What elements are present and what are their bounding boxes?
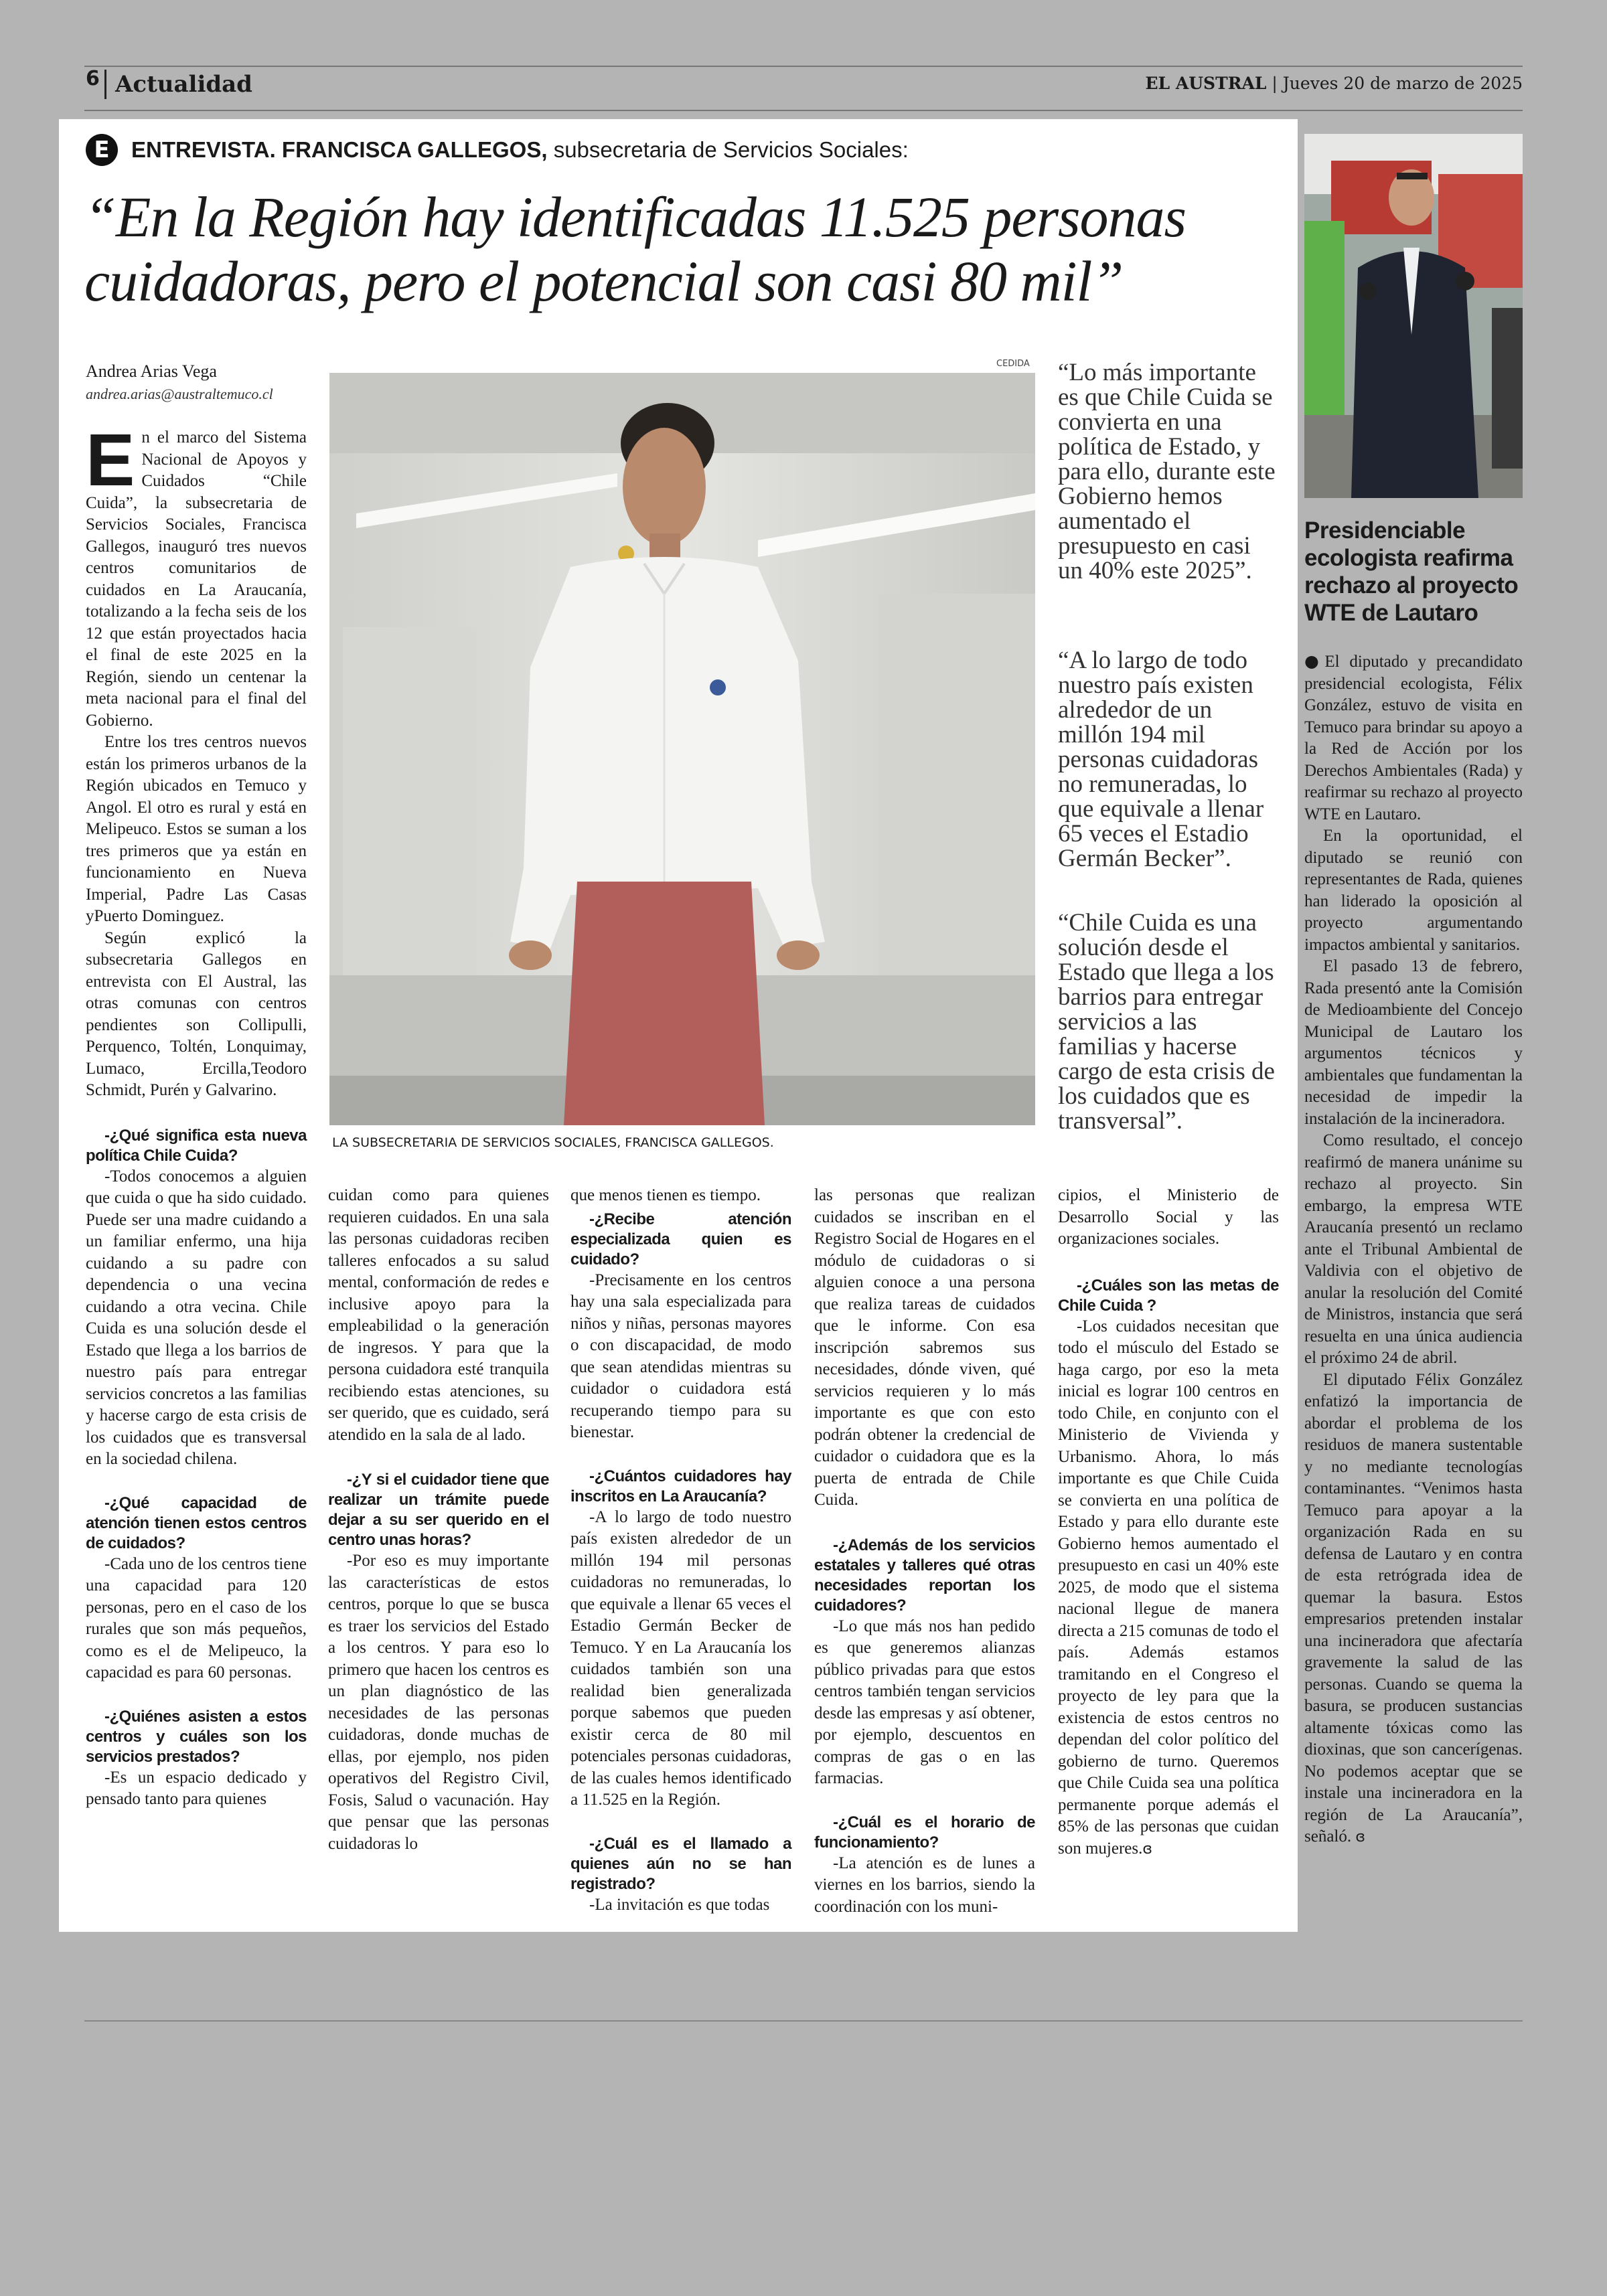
answer: -Por eso es muy importante las características de estos centros, porque lo que se busca es traer los servicios del Estado a los centros. Y para eso lo primero que hacen los centros es un plan diagnóstico de las necesidades de las personas cuidadoras, donde muchas de ellas, por ejemplo, nos piden operativos del Registro Civil, Fosis, Salud o vacunación. Hay que pensar que las personas cuidadoras lo — [328, 1552, 549, 1853]
sidebar-paragraph: El diputado Félix González enfatizó la importancia de abordar el problema de los residuos de manera sustentable y no mediante tecnologías contaminantes. “Venimos hasta Temuco para apoyar a la organización Rada en su defensa de Lautaro y en contra de esta retrógrada idea de quemar la basura. Estos empresarios pretenden instalar una incineradora que afectaría gravemente la salud de las personas. Cuando se quema la basura, se producen sustancias altamente tóxicas como las dioxinas, que son cancerígenas. No podemos aceptar que se instale una incineradora en la región de La Araucanía”, señaló. ɞ — [1304, 1370, 1523, 1846]
sidebar-body — [1304, 651, 1523, 1849]
header-dateline: EL AUSTRAL | Jueves 20 de marzo de 2025 — [1145, 74, 1523, 93]
pull-quote-2: “A lo largo de todo nuestro país existen alrededor de un millón 194 mil personas cuidadoras no remuneradas, lo que equivale a llenar 65 veces el Estadio Germán Becker”. — [1058, 647, 1264, 872]
sidebar-photo — [1304, 134, 1523, 498]
answer: -Precisamente en los centros hay una sala especializada para niños y niñas, personas mayores o con discapacidad, de modo que sean atendidas mientras su cuidador o cuidadora está recuperando tiempo para su bienestar. — [570, 1270, 791, 1441]
top-rule — [84, 66, 1523, 67]
question: -¿Cuántos cuidadores hay inscritos en La Araucanía? — [570, 1467, 791, 1505]
question: -¿Cuál es el llamado a quienes aún no se han registrado? — [570, 1834, 791, 1893]
article-column-4 — [814, 1185, 1035, 1918]
author-email: andrea.arias@australtemuco.cl — [86, 386, 273, 402]
question: -¿Y si el cuidador tiene que realizar un trámite puede dejar a su ser querido en el centro unas horas? — [328, 1471, 549, 1549]
question: -¿Cuáles son las metas de Chile Cuida ? — [1058, 1276, 1279, 1315]
question: -¿Qué capacidad de atención tienen estos centros de cuidados? — [86, 1493, 307, 1552]
headline-line-2: cuidadoras, pero el potencial son casi 80 mil” — [84, 249, 1124, 313]
headline-line-1: “En la Región hay identificadas 11.525 personas — [84, 185, 1186, 249]
sidebar-paragraph: Como resultado, el concejo reafirmó de manera unánime su rechazo al proyecto. Sin embargo, la empresa WTE Araucanía presentó un reclamo ante el Tribunal Ambiental de Valdivia con el objetivo de anular la resolución del Comité de Ministros, instancia que será resuelta en una única audiencia el próximo 24 de abril. — [1304, 1131, 1523, 1367]
photo-illustration — [329, 373, 1035, 1125]
answer: cipios, el Ministerio de Desarrollo Social y las organizaciones sociales. — [1058, 1186, 1279, 1248]
article-column-5 — [1058, 1185, 1279, 1860]
bullet-icon: ● — [1304, 651, 1325, 671]
answer: que menos tienen es tiempo. — [570, 1186, 761, 1204]
pull-quote-3: “Chile Cuida es una solución desde el Estado que llega a los barrios para entregar servicios a las familias y hacerse cargo de esta crisis de los cuidados que es transversal”. — [1058, 909, 1275, 1135]
end-mark: ɞ — [1355, 1829, 1365, 1846]
pull-quote-1: “Lo más importante es que Chile Cuida se convierta en una política de Estado, y para ello, durante este Gobierno hemos aumentado el presupuesto en casi un 40% este 2025”. — [1058, 359, 1276, 584]
article-column-2 — [328, 1185, 549, 1855]
sidebar-paragraph: ●El diputado y precandidato presidencial ecologista, Félix González, estuvo de visita en Temuco para brindar su apoyo a la Red de Acción por los Derechos Ambientales (Rada) y reafirmar su rechazo al proyecto WTE en Lautaro. — [1304, 651, 1523, 823]
answer: -Los cuidados necesitan que todo el músculo del Estado se haga cargo, por eso la meta inicial es lograr 100 centros en todo Chile, en conjunto con el Ministerio de Vivienda y Urbanismo. Ahora, lo más importante es que Chile Cuida se convierta en una política de Estado y para ello durante este Gobierno hemos aumentado el presupuesto en casi un 40% este 2025, de modo que el sistema nacional llegue de manera directa a 215 comunas de todo el país. Además estamos tramitando en el Congreso el proyecto de ley para que la existencia de estos centros no dependan del color político del gobierno de turno. Queremos que Chile Cuida sea una política permanente porque además el 85% de las personas que cuidan son mujeres.ɞ — [1058, 1317, 1279, 1858]
question: -¿Cuál es el horario de funcionamiento? — [814, 1813, 1035, 1852]
answer: -La invitación es que todas — [589, 1895, 770, 1914]
article-column-3 — [570, 1185, 791, 1916]
header-divider — [104, 70, 106, 99]
end-mark: ɞ — [1142, 1840, 1152, 1858]
issue-date: Jueves 20 de marzo de 2025 — [1282, 74, 1523, 93]
drop-cap: E — [86, 419, 135, 501]
article-column-1 — [86, 419, 307, 1811]
answer: -Cada uno de los centros tiene una capacidad para 120 personas, pero en el caso de los rurales que son más pequeños, como es el de Melipeuco, la capacidad es para 60 personas. — [86, 1554, 307, 1682]
section-title: Actualidad — [115, 71, 252, 98]
photo-credit: CEDIDA — [996, 359, 1030, 369]
interview-badge: E — [86, 134, 118, 166]
bottom-rule — [84, 2020, 1523, 2022]
question: -¿Además de los servicios estatales y talleres qué otras necesidades reportan los cuidadores? — [814, 1536, 1035, 1615]
sidebar-paragraph: En la oportunidad, el diputado se reunió con representantes de Rada, quienes han liderado la oposición al proyecto argumentando impactos ambiental y sanitarios. — [1304, 827, 1523, 954]
kicker-role: subsecretaria de Servicios Sociales: — [553, 137, 909, 162]
paragraph: Según explicó la subsecretaria Gallegos en entrevista con El Austral, las otras comunas con centros pendientes son Collipulli, Perquenco, Toltén, Lonquimay, Lumaco, Ercilla,Teodoro Schmidt, Purén y Galvarino. — [86, 928, 307, 1099]
lead-paragraph: En el marco del Sistema Nacional de Apoyos y Cuidados “Chile Cuida”, la subsecretaria de Servicios Sociales, Francisca Gallegos, inauguró tres nuevos centros comunitarios de cuidados en La Araucanía, totalizando a la fecha seis de los 12 que están proyectados hacia el final de este 2025 en la Región, siendo un centenar la meta nacional para el final del Gobierno. — [86, 419, 307, 730]
kicker — [131, 137, 909, 163]
answer: -Es un espacio dedicado y pensado tanto para quienes — [86, 1768, 307, 1808]
sidebar-photo-illustration — [1304, 134, 1523, 498]
paper-name: EL AUSTRAL — [1145, 74, 1267, 93]
interview-photo — [329, 373, 1035, 1125]
headline — [84, 185, 1276, 313]
question: -¿Qué significa esta nueva política Chile Cuida? — [86, 1126, 307, 1165]
answer: -Todos conocemos a alguien que cuida o que ha sido cuidado. Puede ser una madre cuidando a un familiar enfermo, una hija cuidando a su padre con dependencia o una vecina cuidando a otra vecina. Chile Cuida es una solución desde el Estado que llega a los barrios de nuestro país para entregar servicios concretos a las familias y hacerse cargo de esta crisis de los cuidados que es transversal en la sociedad chilena. — [86, 1167, 307, 1468]
sidebar-headline: Presidenciable ecologista reafirma rechazo al proyecto WTE de Lautaro — [1304, 517, 1519, 626]
kicker-label: ENTREVISTA. FRANCISCA GALLEGOS, — [131, 137, 548, 162]
question: -¿Quiénes asisten a estos centros y cuáles son los servicios prestados? — [86, 1707, 307, 1766]
photo-caption: LA SUBSECRETARIA DE SERVICIOS SOCIALES, FRANCISCA GALLEGOS. — [332, 1135, 774, 1150]
paragraph: Entre los tres centros nuevos están los primeros urbanos de la Región ubicados en Temuco y Angol. El otro es rural y está en Melipeuco. Estos se suman a los tres primeros que ya están en funcionamiento en Nueva Imperial, Padre Las Casas yPuerto Dominguez. — [86, 733, 307, 925]
question: -¿Recibe atención especializada quien es cuidado? — [570, 1210, 791, 1268]
author: Andrea Arias Vega — [86, 361, 217, 381]
answer: -A lo largo de todo nuestro país existen alrededor de un millón 194 mil personas cuidadoras no remuneradas, lo que equivale a llenar 65 veces el Estadio Germán Becker de Temuco. Y en La Araucanía los cuidados también son una realidad bien generalizada porque sabemos que pueden existir cerca de 80 mil potenciales personas cuidadoras, de las cuales hemos identificado a 11.525 en la Región. — [570, 1507, 791, 1809]
answer: cuidan como para quienes requieren cuidados. En una sala las personas cuidadoras reciben talleres enfocados a su salud mental, conformación de redes e inclusive apoyo para la empleabilidad o la generación de ingresos. Y para que la persona cuidadora esté tranquila recibiendo estas atenciones, su ser querido, que es cuidado, será atendido en la sala de al lado. — [328, 1186, 549, 1444]
header-rule — [84, 110, 1523, 111]
page-number: 6 — [86, 67, 100, 90]
sidebar-paragraph: El pasado 13 de febrero, Rada presentó ante la Comisión de Medioambiente del Concejo Municipal de Lautaro los argumentos técnicos y ambientales que fundamentan la necesidad de impedir la instalación de la incineradora. — [1304, 957, 1523, 1128]
answer: -La atención es de lunes a viernes en los barrios, siendo la coordinación con los muni- — [814, 1854, 1035, 1916]
answer: -Lo que más nos han pedido es que generemos alianzas público privadas para que estos centros también tengan servicios desde las empresas y así obtener, por ejemplo, descuentos en compras de gas o en las farmacias. — [814, 1617, 1035, 1787]
answer: las personas que realizan cuidados se inscriban en el Registro Social de Hogares en el módulo de cuidadoras o si alguien conoce a una persona que realiza tareas de cuidados que le informe. Con esa inscripción sabremos sus necesidades, dónde viven, qué servicios requieren y lo más importante es que con esto podrán obtener la credencial de cuidador o cuidadora que es la puerta de entrada de Chile Cuida. — [814, 1186, 1035, 1509]
